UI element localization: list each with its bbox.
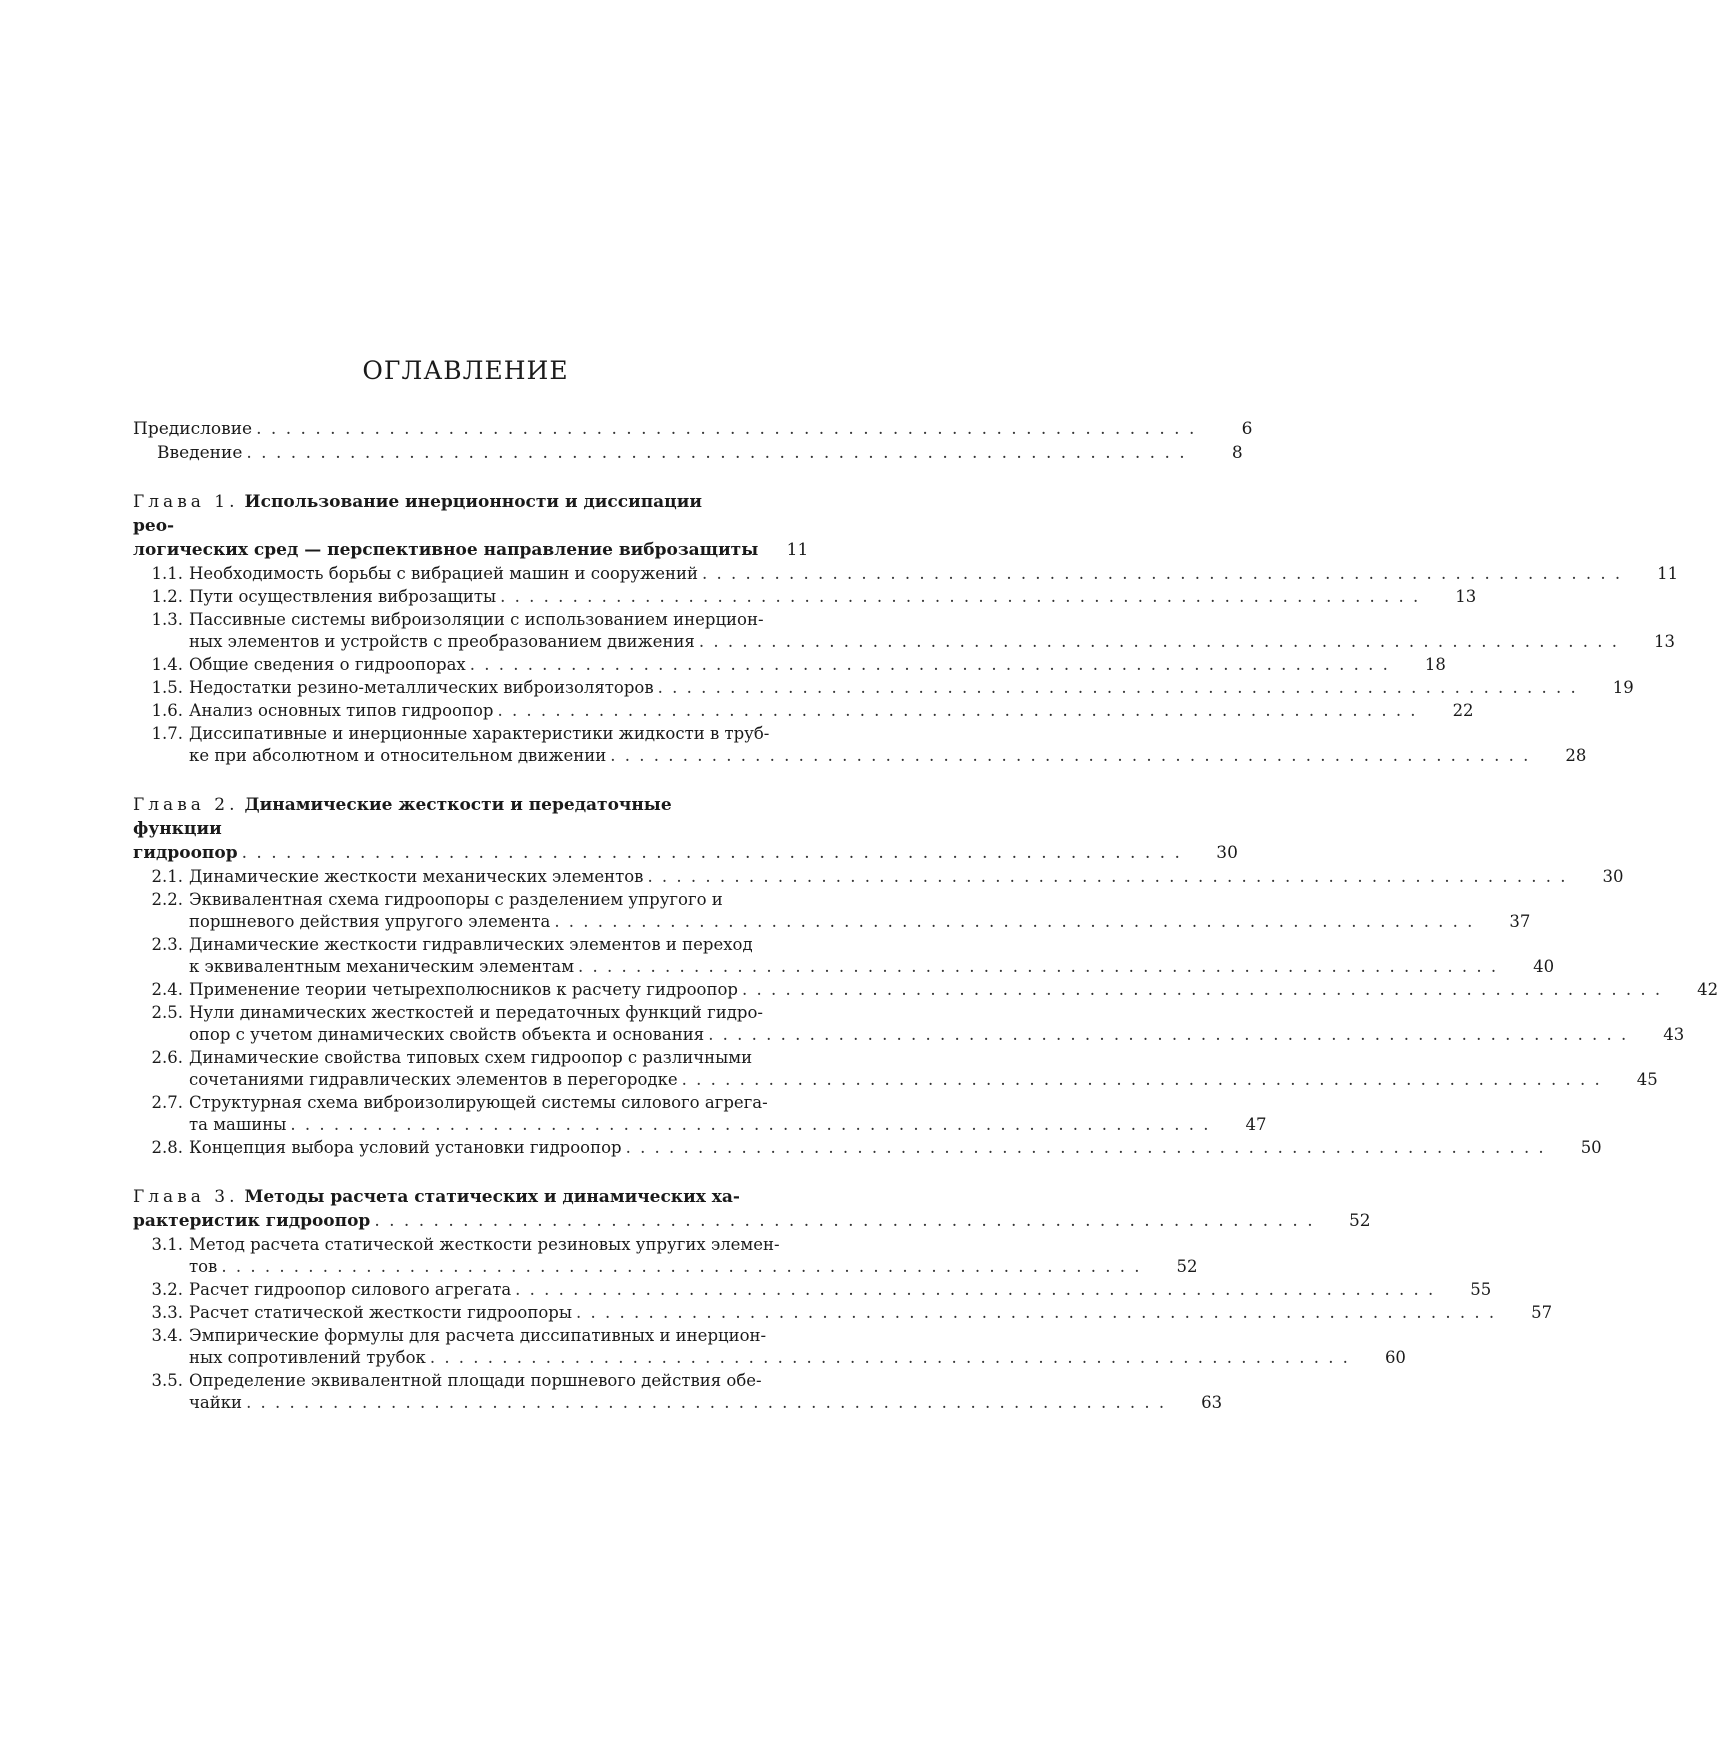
page-number: 13 (1653, 632, 1675, 651)
section-body (185, 677, 1634, 699)
section-line (189, 745, 1586, 767)
section-text: Динамические свойства типовых схем гидроопор с различными (189, 1048, 753, 1067)
section-number: 2.2. (151, 890, 183, 909)
entry-label: Предисловие (133, 419, 253, 439)
toc-section-entry (133, 1279, 1492, 1301)
leader-dots: . . . . . . . . . . . . . . . . . . . . . . . . . . . . . . . . . . . . . . . . . . . . . . . . . . . . . . . . . . . . . . . . (290, 1115, 1211, 1134)
chapter-block (133, 793, 1718, 1159)
page-number: 50 (1580, 1138, 1602, 1157)
section-line (189, 934, 1554, 956)
section-line (189, 1092, 1266, 1114)
section-line (189, 979, 1718, 1001)
section-line (189, 1392, 1222, 1414)
leader-dots: . . . . . . . . . . . . . . . . . . . . . . . . . . . . . . . . . . . . . . . . . . . . . . . . . . . . . . . . . . . . . . . . (681, 1070, 1602, 1089)
front-matter-list (133, 416, 1253, 464)
leader-dots: . . . . . . . . . . . . . . . . . . . . . . . . . . . . . . . . . . . . . . . . . . . . . . . . . . . . . . . . . . . . . . . . (657, 678, 1578, 697)
chapter-label: Глава 2. (133, 795, 239, 815)
section-text: Расчет статической жесткости гидроопоры (189, 1303, 572, 1322)
section-line (189, 1347, 1406, 1369)
chapter-title: логических сред — перспективное направление виброзащиты (133, 540, 759, 560)
leader-dots: . . . . . . . . . . . . . . . . . . . . . . . . . . . . . . . . . . . . . . . . . . . . . . . . . . . . . . . . . . . . . . . . (625, 1138, 1546, 1157)
section-text: Эмпирические формулы для расчета диссипативных и инерцион- (189, 1326, 767, 1345)
section-body (185, 979, 1718, 1001)
section-text: ке при абсолютном и относительном движении (189, 746, 607, 765)
toc-section-entry (133, 1302, 1553, 1324)
section-body (185, 563, 1678, 585)
section-number: 2.5. (151, 1003, 183, 1022)
leader-dots: . . . . . . . . . . . . . . . . . . . . . . . . . . . . . . . . . . . . . . . . . . . . . . . . . . . . . . . . . . . . . . . . (647, 867, 1568, 886)
section-text: Применение теории четырехполюсников к расчету гидроопор (189, 980, 738, 999)
page-number: 11 (1657, 564, 1679, 583)
chapter-heading (133, 490, 809, 562)
section-text: ных сопротивлений трубок (189, 1348, 426, 1367)
section-text: сочетаниями гидравлических элементов в перегородке (189, 1070, 678, 1089)
section-body (185, 1047, 1658, 1091)
chapter-title: рактеристик гидроопор (133, 1211, 371, 1231)
section-body (185, 1092, 1266, 1136)
chapter-heading (133, 793, 1238, 865)
section-body (185, 1137, 1602, 1159)
toc-section-entry (133, 609, 1675, 653)
leader-dots: . . . . . . . . . . . . . . . . . . . . . . . . . . . . . . . . . . . . . . . . . . . . . . . . . . . . . . . . . . . . . . . . (576, 1303, 1497, 1322)
section-line (189, 586, 1476, 608)
section-body (185, 654, 1446, 676)
section-number: 2.1. (151, 867, 183, 886)
section-line (189, 889, 1530, 911)
section-number: 1.2. (151, 587, 183, 606)
leader-dots: . . . . . . . . . . . . . . . . . . . . . . . . . . . . . . . . . . . . . . . . . . . . . . . . . . . . . . . . . . . . . . . . (429, 1348, 1350, 1367)
page-number: 47 (1245, 1115, 1267, 1134)
section-number: 1.1. (151, 564, 183, 583)
section-line (189, 654, 1446, 676)
toc-section-entry (133, 1092, 1267, 1136)
section-line (189, 677, 1634, 699)
toc-entry (133, 440, 1243, 464)
page-number: 55 (1470, 1280, 1492, 1299)
section-number: 3.5. (151, 1371, 183, 1390)
section-number: 3.3. (151, 1303, 183, 1322)
section-line (189, 563, 1678, 585)
chapter-title-line (133, 1209, 1371, 1233)
section-text: Структурная схема виброизолирующей системы силового агрега- (189, 1093, 768, 1112)
section-body (185, 889, 1530, 933)
page-number: 19 (1612, 678, 1634, 697)
section-line (189, 1137, 1602, 1159)
section-text: Эквивалентная схема гидроопоры с разделением упругого и (189, 890, 723, 909)
section-text: Определение эквивалентной площади поршневого действия обе- (189, 1371, 762, 1390)
section-line (189, 1302, 1552, 1324)
chapter-title-text (133, 793, 748, 841)
page-number: 52 (1348, 1211, 1371, 1231)
chapter-title: Использование инерционности и диссипации рео- (133, 492, 702, 536)
chapter-block (133, 490, 1679, 767)
section-line (189, 1047, 1658, 1069)
page-number: 28 (1565, 746, 1587, 765)
section-text: Анализ основных типов гидроопор (189, 701, 494, 720)
section-line (189, 1256, 1197, 1278)
chapters-list (133, 490, 1718, 1414)
section-number: 3.1. (151, 1235, 183, 1254)
chapter-label: Глава 3. (133, 1187, 239, 1207)
leader-dots: . . . . . . . . . . . . . . . . . . . . . . . . . . . . . . . . . . . . . . . . . . . . . . . . . . . . . . . . . . . . . . . . (246, 443, 1187, 463)
section-text: Расчет гидроопор силового агрегата (189, 1280, 512, 1299)
chapter-title-line (133, 490, 798, 538)
leader-dots: . . . . . . . . . . . . . . . . . . . . . . . . . . . . . . . . . . . . . . . . . . . . . . . . . . . . . . . . . . . . . . . . (610, 746, 1531, 765)
toc-section-entry (133, 677, 1634, 699)
toc-section-entry (133, 563, 1679, 585)
section-line (189, 1234, 1197, 1256)
page-number: 22 (1452, 701, 1474, 720)
section-number: 1.5. (151, 678, 183, 697)
toc-section-entry (133, 723, 1587, 767)
section-line (189, 1002, 1684, 1024)
chapter-title-text (133, 490, 748, 538)
section-text: поршневого действия упругого элемента (189, 912, 551, 931)
section-text: ных элементов и устройств с преобразованием движения (189, 632, 695, 651)
leader-dots: . . . . . . . . . . . . . . . . . . . . . . . . . . . . . . . . . . . . . . . . . . . . . . . . . . . . . . . . . . . . . . . . (500, 587, 1421, 606)
page-number: 52 (1176, 1257, 1198, 1276)
entry-label: Введение (157, 443, 243, 463)
section-line (189, 1279, 1491, 1301)
section-number: 1.4. (151, 655, 183, 674)
section-number: 2.8. (151, 1138, 183, 1157)
section-line (189, 1114, 1266, 1136)
toc-section-entry (133, 889, 1531, 933)
leader-dots: . . . . . . . . . . . . . . . . . . . . . . . . . . . . . . . . . . . . . . . . . . . . . . . . . . . . . . . . . . . . . . . . (374, 1211, 1315, 1231)
section-text: опор с учетом динамических свойств объекта и основания (189, 1025, 705, 1044)
toc-entry (133, 416, 1253, 440)
page-number: 30 (1602, 867, 1624, 886)
section-line (189, 911, 1530, 933)
page-number: 43 (1663, 1025, 1685, 1044)
chapter-title: гидроопор (133, 843, 238, 863)
table-of-contents (133, 354, 1718, 1414)
toc-section-entry (133, 979, 1718, 1001)
section-text: Динамические жесткости механических элементов (189, 867, 644, 886)
section-text: Нули динамических жесткостей и передаточных функций гидро- (189, 1003, 763, 1022)
leader-dots: . . . . . . . . . . . . . . . . . . . . . . . . . . . . . . . . . . . . . . . . . . . . . . . . . . . . . . . . . . . . . . . . (246, 1393, 1167, 1412)
section-text: Диссипативные и инерционные характеристики жидкости в труб- (189, 724, 770, 743)
section-line (189, 956, 1554, 978)
section-text: тов (189, 1257, 218, 1276)
page-number: 18 (1424, 655, 1446, 674)
section-body (185, 934, 1554, 978)
section-body (185, 586, 1476, 608)
section-body (185, 1302, 1552, 1324)
section-line (189, 1325, 1406, 1347)
chapter-title: Динамические жесткости и передаточные функции (133, 795, 672, 839)
section-number: 1.6. (151, 701, 183, 720)
chapter-title: Методы расчета статических и динамических ха- (244, 1187, 740, 1207)
section-line (189, 700, 1474, 722)
page-title: ОГЛАВЛЕНИЕ (362, 356, 569, 385)
section-line (189, 1024, 1684, 1046)
section-number: 2.7. (151, 1093, 183, 1112)
section-text: к эквивалентным механическим элементам (189, 957, 575, 976)
section-number: 2.3. (151, 935, 183, 954)
page-number: 8 (1231, 443, 1243, 463)
leader-dots: . . . . . . . . . . . . . . . . . . . . . . . . . . . . . . . . . . . . . . . . . . . . . . . . . . . . . . . . . . . . . . . . (698, 632, 1619, 651)
section-body (185, 1370, 1222, 1414)
chapter-label: Глава 1. (133, 492, 239, 512)
chapter-title-text (133, 841, 238, 865)
section-line (189, 609, 1675, 631)
page-number: 13 (1455, 587, 1477, 606)
chapter-title-line (133, 1185, 798, 1209)
section-body (185, 700, 1474, 722)
leader-dots: . . . . . . . . . . . . . . . . . . . . . . . . . . . . . . . . . . . . . . . . . . . . . . . . . . . . . . . . . . . . . . . . (221, 1257, 1142, 1276)
leader-dots: . . . . . . . . . . . . . . . . . . . . . . . . . . . . . . . . . . . . . . . . . . . . . . . . . . . . . . . . . . . . . . . . (578, 957, 1499, 976)
section-text: Общие сведения о гидроопорах (189, 655, 466, 674)
chapter-title-line (133, 538, 809, 562)
chapter-heading (133, 1185, 1371, 1233)
section-text: чайки (189, 1393, 243, 1412)
leader-dots: . . . . . . . . . . . . . . . . . . . . . . . . . . . . . . . . . . . . . . . . . . . . . . . . . . . . . . . . . . . . . . . . (741, 980, 1663, 999)
toc-section-entry (133, 1370, 1223, 1414)
leader-dots: . . . . . . . . . . . . . . . . . . . . . . . . . . . . . . . . . . . . . . . . . . . . . . . . . . . . . . . . . . . . . . . . (469, 655, 1390, 674)
toc-section-entry (133, 1002, 1685, 1046)
toc-section-entry (133, 1234, 1198, 1278)
leader-dots: . . . . . . . . . . . . . . . . . . . . . . . . . . . . . . . . . . . . . . . . . . . . . . . . . . . . . . . . . . . . . . . . (497, 701, 1418, 720)
page-number: 37 (1509, 912, 1531, 931)
section-number: 2.6. (151, 1048, 183, 1067)
section-body (185, 1002, 1684, 1046)
page-number: 11 (786, 540, 809, 560)
leader-dots: . . . . . . . . . . . . . . . . . . . . . . . . . . . . . . . . . . . . . . . . . . . . . . . . . . . . . . . . . . . . . . . . (554, 912, 1475, 931)
toc-section-entry (133, 654, 1446, 676)
section-number: 3.4. (151, 1326, 183, 1345)
section-line (189, 631, 1675, 653)
page-number: 30 (1216, 843, 1238, 863)
chapter-title-line (133, 841, 1238, 865)
section-line (189, 1069, 1658, 1091)
section-line (189, 723, 1586, 745)
leader-dots: . . . . . . . . . . . . . . . . . . . . . . . . . . . . . . . . . . . . . . . . . . . . . . . . . . . . . . . . . . . . . . . . (256, 419, 1197, 439)
section-text: Пассивные системы виброизоляции с использованием инерцион- (189, 610, 764, 629)
page-number: 60 (1384, 1348, 1406, 1367)
page-number: 57 (1531, 1303, 1553, 1322)
toc-section-entry (133, 586, 1477, 608)
toc-section-entry (133, 1137, 1602, 1159)
leader-dots: . . . . . . . . . . . . . . . . . . . . . . . . . . . . . . . . . . . . . . . . . . . . . . . . . . . . . . . . . . . . . . . . (708, 1025, 1629, 1044)
toc-section-entry (133, 1325, 1406, 1369)
toc-section-entry (133, 1047, 1658, 1091)
section-number: 1.3. (151, 610, 183, 629)
toc-section-entry (133, 700, 1474, 722)
section-line (189, 1370, 1222, 1392)
page-number: 6 (1241, 419, 1253, 439)
section-number: 2.4. (151, 980, 183, 999)
section-body (185, 1325, 1406, 1369)
chapter-block (133, 1185, 1553, 1414)
section-text: Пути осуществления виброзащиты (189, 587, 497, 606)
section-text: Концепция выбора условий установки гидроопор (189, 1138, 622, 1157)
section-body (185, 1234, 1197, 1278)
section-body (185, 609, 1675, 653)
page-number: 63 (1201, 1393, 1223, 1412)
section-text: Динамические жесткости гидравлических элементов и переход (189, 935, 753, 954)
leader-dots: . . . . . . . . . . . . . . . . . . . . . . . . . . . . . . . . . . . . . . . . . . . . . . . . . . . . . . . . . . . . . . . . (515, 1280, 1436, 1299)
section-number: 1.7. (151, 724, 183, 743)
section-body (185, 866, 1624, 888)
toc-section-entry (133, 866, 1624, 888)
section-text: Метод расчета статической жесткости резиновых упругих элемен- (189, 1235, 780, 1254)
page-number: 45 (1636, 1070, 1658, 1089)
section-body (185, 723, 1586, 767)
leader-dots: . . . . . . . . . . . . . . . . . . . . . . . . . . . . . . . . . . . . . . . . . . . . . . . . . . . . . . . . . . . . . . . . (702, 564, 1623, 583)
section-body (185, 1279, 1491, 1301)
section-text: Необходимость борьбы с вибрацией машин и сооружений (189, 564, 699, 583)
section-text: та машины (189, 1115, 287, 1134)
leader-dots: . . . . . . . . . . . . . . . . . . . . . . . . . . . . . . . . . . . . . . . . . . . . . . . . . . . . . . . . . . . . . . . . (241, 843, 1182, 863)
chapter-title-text (133, 538, 758, 562)
chapter-title-line (133, 793, 798, 841)
chapter-title-text (133, 1185, 748, 1209)
toc-section-entry (133, 934, 1555, 978)
page-number: 42 (1697, 980, 1718, 999)
section-number: 3.2. (151, 1280, 183, 1299)
section-line (189, 866, 1624, 888)
chapter-title-text (133, 1209, 370, 1233)
page-number: 40 (1533, 957, 1555, 976)
section-text: Недостатки резино-металлических виброизоляторов (189, 678, 654, 697)
